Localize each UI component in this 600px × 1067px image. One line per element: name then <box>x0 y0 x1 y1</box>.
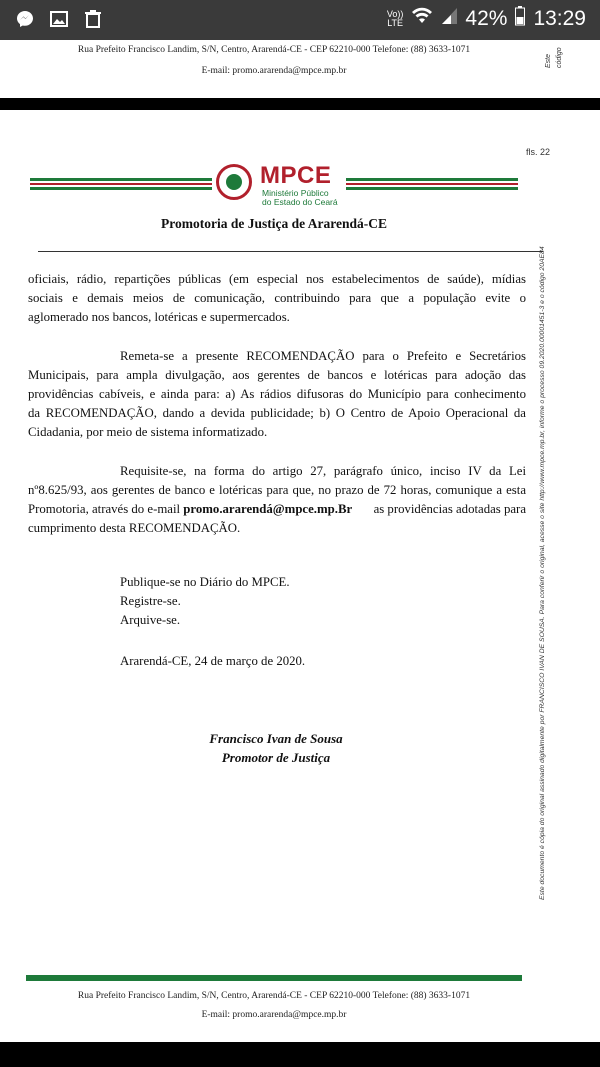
paragraph-1 <box>28 270 526 327</box>
side-code-top: Este <box>545 53 552 68</box>
signature-role: Promotor de Justiça <box>221 750 331 765</box>
notification-icons <box>14 8 104 30</box>
logo-sub-1: Ministério Público <box>262 188 329 198</box>
mpce-seal-icon <box>216 164 252 200</box>
document-page <box>0 110 600 1042</box>
battery-percent: 42% <box>465 6 508 30</box>
text-line: Arquive-se. <box>120 613 181 627</box>
footer-address: Rua Prefeito Francisco Landim, S/N, Centro, Ararendá-CE - CEP 62210-000 Telefone: (88) 3633-1071 <box>77 991 471 1001</box>
logo-name: MPCE <box>260 162 332 189</box>
text-line: sociais e demais meios de comunicação, contribuindo para que a população evite o <box>28 291 526 305</box>
digital-signature-note: Este documento é cópia do original assinado digitalmente por FRANCISCO IVAN DE SOUSA. Para conferir o original, acesse o site http://www.mpce.mp.br, informe o processo 09.2020.00001451-3 e o código 20AE84 <box>539 246 546 900</box>
document-date: Ararendá-CE, 24 de março de 2020. <box>120 654 306 668</box>
gallery-icon <box>48 8 70 30</box>
wifi-icon <box>411 7 433 30</box>
text-line: cumprimento desta RECOMENDAÇÃO. <box>28 521 241 535</box>
document-title: Promotoria de Justiça de Ararendá-CE <box>161 216 387 231</box>
header-band-green-right <box>346 178 518 181</box>
battery-icon <box>515 6 525 31</box>
closing-lines <box>120 573 420 630</box>
paragraph-2 <box>28 347 526 442</box>
text-line: Municipais, para ampla divulgação, aos gerentes de bancos e lotéricas para adoção das <box>28 368 526 382</box>
text-line: providências cabíveis, e ainda para: a) As rádios difusoras do Município para conhecimento <box>28 387 526 401</box>
status-bar <box>0 0 600 40</box>
delete-icon <box>82 8 104 30</box>
text-line: Requisite-se, na forma do artigo 27, parágrafo único, inciso IV da Lei <box>120 464 526 478</box>
clock: 13:29 <box>533 6 586 30</box>
text-line: aglomerado nos bancos, lotéricas e supermercados. <box>28 310 290 324</box>
footer-email: E-mail: promo.ararenda@mpce.mp.br <box>201 66 347 76</box>
footer-band <box>26 975 522 981</box>
text-line: Promotoria, através do e-mail promo.ararendá@mpce.mp.Br as providências adotadas para <box>28 502 526 516</box>
footer-email: E-mail: promo.ararenda@mpce.mp.br <box>201 1010 347 1020</box>
messenger-icon <box>14 8 36 30</box>
paragraph-3 <box>28 462 526 538</box>
signature-name: Francisco Ivan de Sousa <box>209 731 343 746</box>
header-band-green-left <box>30 178 212 181</box>
signal-icon <box>441 7 457 30</box>
side-code-bottom: código <box>556 47 563 68</box>
email-link[interactable]: promo.ararendá@mpce.mp.Br <box>183 502 353 516</box>
previous-page <box>0 40 600 98</box>
text-line: oficiais, rádio, repartições públicas (em especial nos estabelecimentos de saúde), mídias <box>28 272 526 286</box>
footer-address: Rua Prefeito Francisco Landim, S/N, Centro, Ararendá-CE - CEP 62210-000 Telefone: (88) 3633-1071 <box>77 45 471 55</box>
header-band-red-left <box>30 183 212 185</box>
logo-sub-2: do Estado do Ceará <box>262 197 338 207</box>
header-band-green-right-2 <box>346 187 518 190</box>
title-divider <box>38 251 543 252</box>
text-line: Cidadania, por meio de sistema informatizado. <box>28 425 268 439</box>
text-line: nº8.625/93, aos gerentes de banco e lotéricas para que, no prazo de 72 horas, comunique a esta <box>28 483 526 497</box>
text-line: da RECOMENDAÇÃO, dando a devida publicidade; b) O Centro de Apoio Operacional da <box>28 406 526 420</box>
text-line: Publique-se no Diário do MPCE. <box>120 575 290 589</box>
text-line: Registre-se. <box>120 594 181 608</box>
system-status <box>387 6 586 31</box>
text-line: Remeta-se a presente RECOMENDAÇÃO para o Prefeito e Secretários <box>120 349 526 363</box>
header-band-green-left-2 <box>30 187 212 190</box>
mpce-logo <box>216 162 356 207</box>
volte-indicator: Vo)) LTE <box>386 8 404 28</box>
header-band-red-right <box>346 183 518 185</box>
page-number: fls. 22 <box>525 147 550 157</box>
